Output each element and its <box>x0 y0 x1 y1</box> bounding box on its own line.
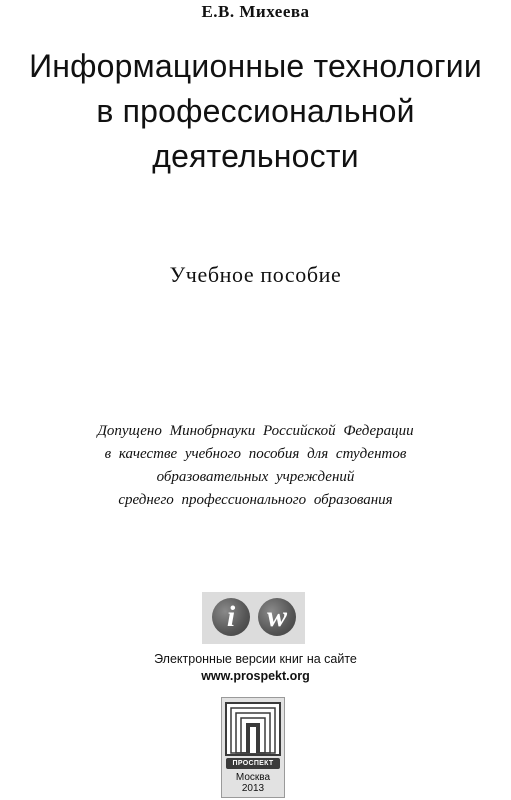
approval-line-4: среднего профессионального образования <box>118 492 393 508</box>
w-circle-icon: w <box>258 598 296 636</box>
ebook-url: www.prospekt.org <box>201 669 310 683</box>
title-line-2: в профессиональной <box>96 93 415 129</box>
approval-notice <box>0 420 511 512</box>
publisher-name: ПРОСПЕКТ <box>226 758 280 769</box>
publisher-logo <box>221 697 285 798</box>
title-line-3: деятельности <box>152 138 359 174</box>
approval-line-3: образовательных учреждений <box>156 469 355 485</box>
ebook-logo <box>202 592 305 644</box>
approval-line-1: Допущено Минобрнауки Российской Федерации <box>97 423 414 439</box>
building-gate-icon <box>222 698 284 760</box>
i-circle-icon: i <box>212 598 250 636</box>
title-line-1: Информационные технологии <box>29 48 482 84</box>
book-title <box>0 44 511 179</box>
ebook-caption: Электронные версии книг на сайте <box>154 652 357 666</box>
publisher-city: Москва <box>235 772 271 783</box>
book-subtitle: Учебное пособие <box>169 262 342 287</box>
approval-line-2: в качестве учебного пособия для студентов <box>104 446 407 462</box>
author-name: Е.В. Михеева <box>201 2 310 21</box>
publication-year: 2013 <box>241 783 265 794</box>
